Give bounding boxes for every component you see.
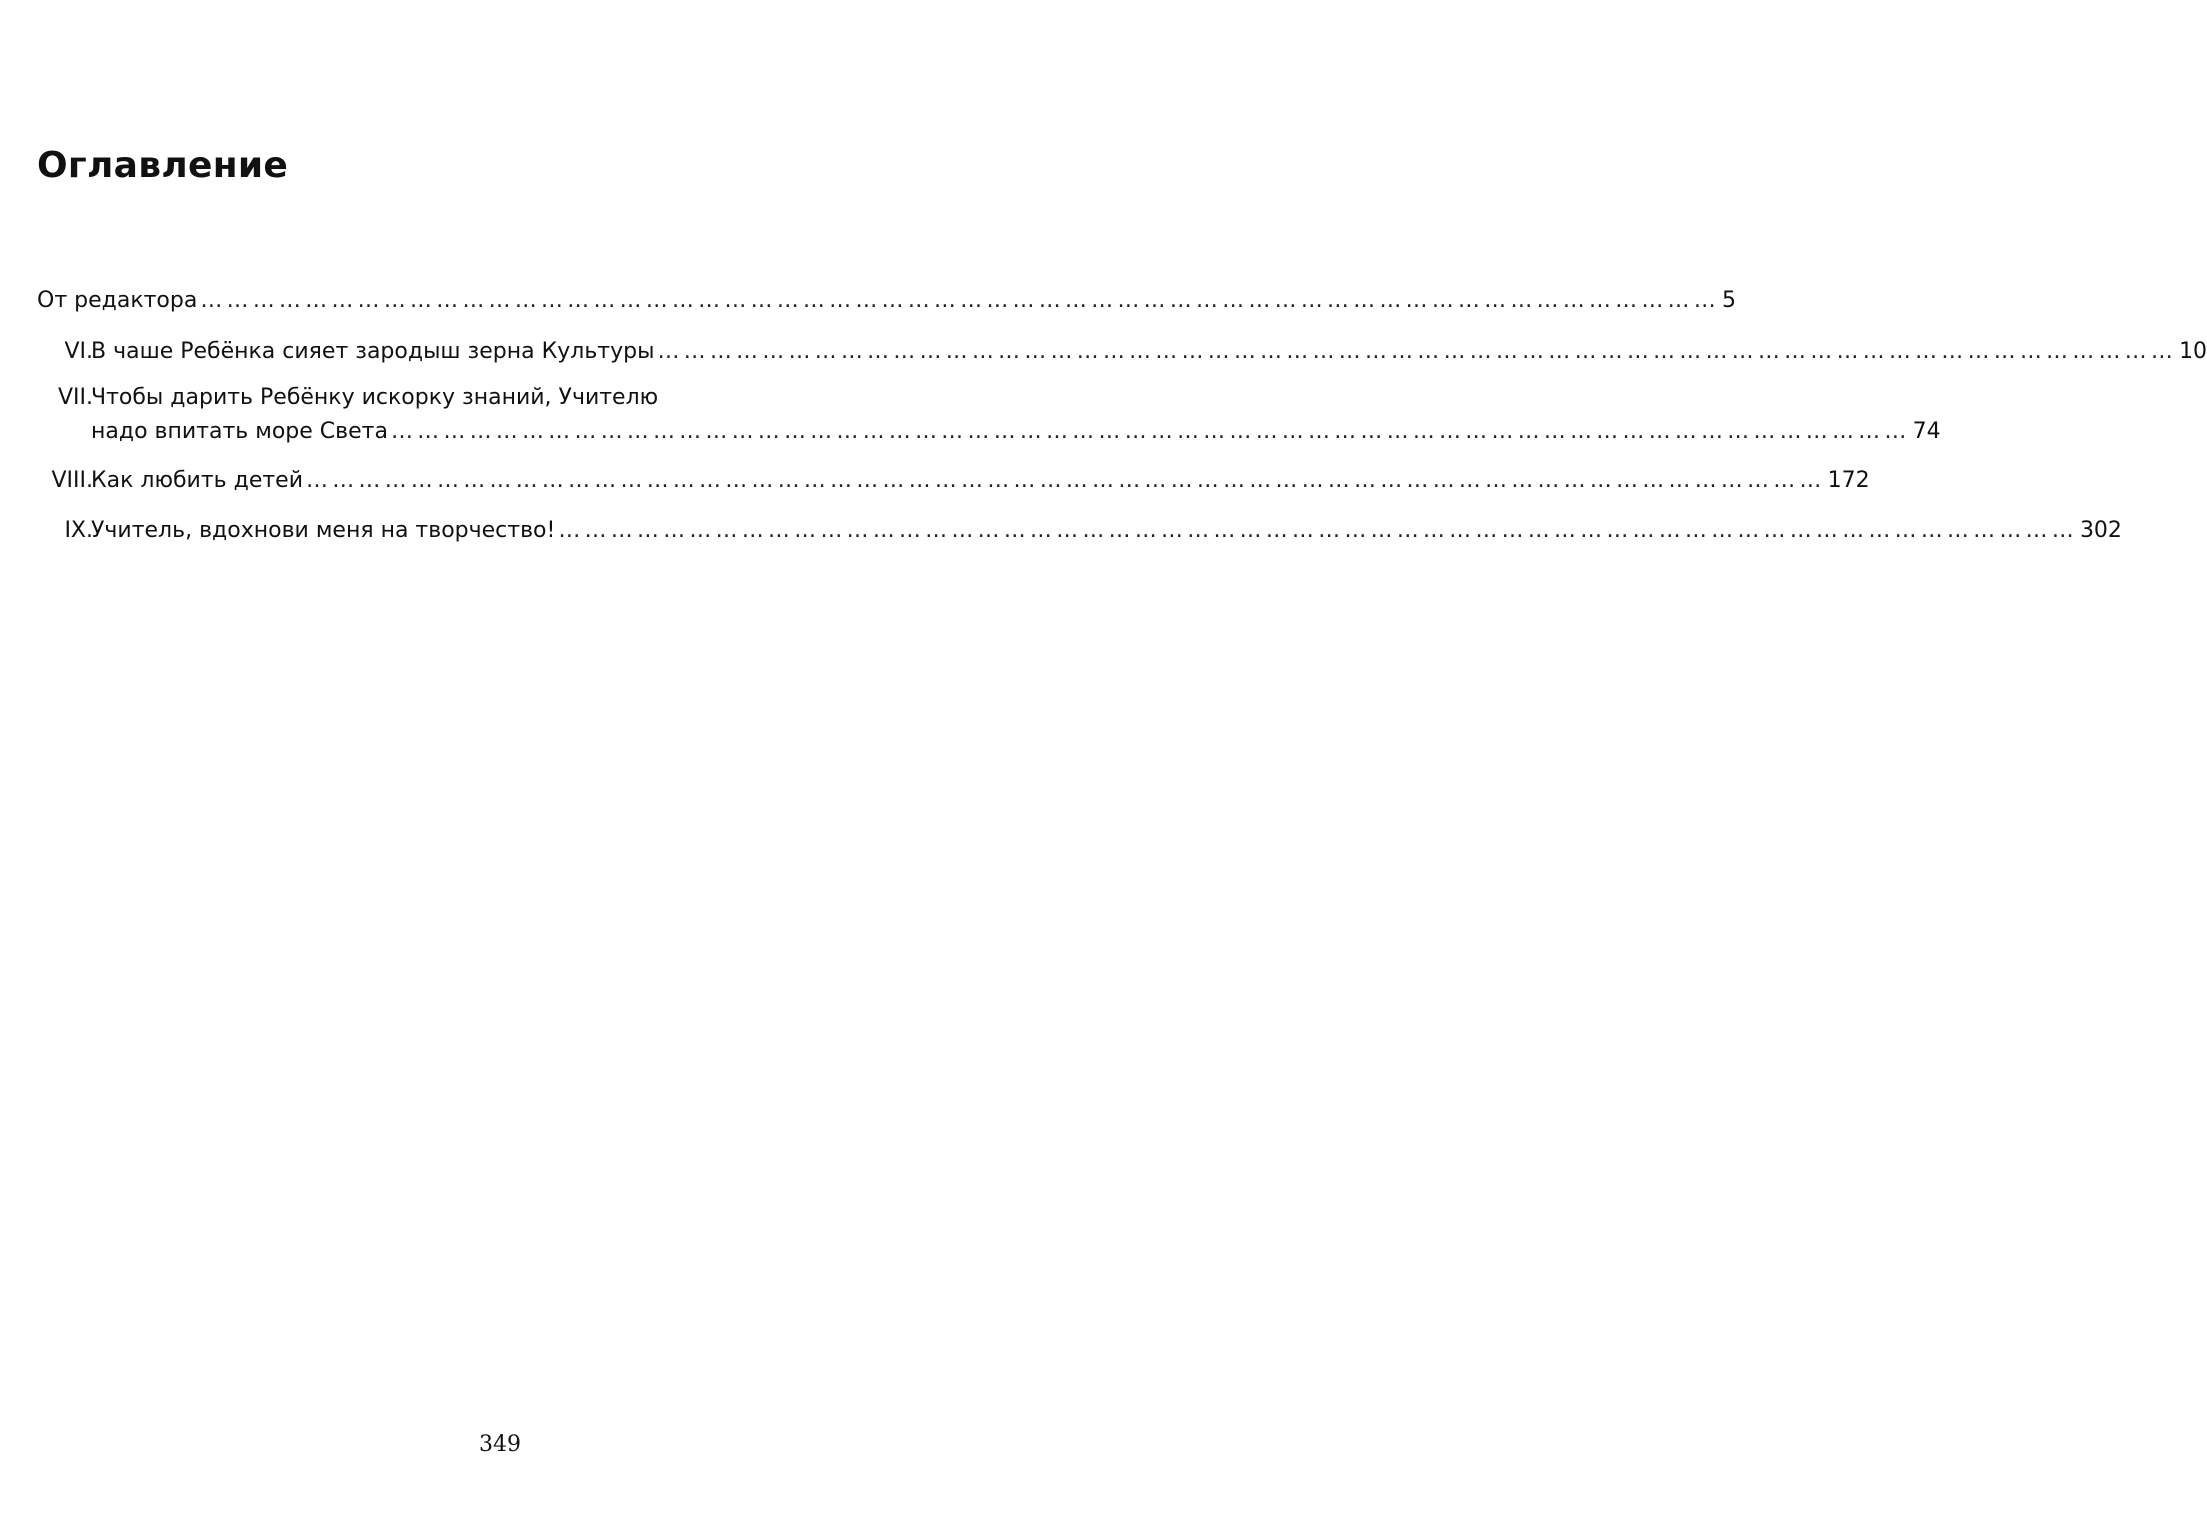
- leader-dots: …………………………………………………………………………………………………………………………………………………………: [306, 468, 1826, 493]
- page-title: Оглавление: [37, 145, 289, 186]
- toc-entry-chapter-9[interactable]: [37, 515, 2122, 547]
- toc-entry-editor[interactable]: [37, 285, 1736, 317]
- toc-entry-title: Как любить детей: [91, 468, 303, 493]
- toc-entry-page: 172: [1827, 468, 1870, 493]
- toc-entry-page: 302: [2079, 518, 2122, 543]
- toc-entry-page: 10: [2179, 339, 2207, 364]
- toc-entry-title: Учитель, вдохнови меня на творчество!: [91, 518, 556, 543]
- toc-entry-numeral: VI.: [64, 339, 93, 364]
- toc-entry-chapter-8[interactable]: [37, 465, 1870, 497]
- toc-entry-line: [91, 515, 2122, 547]
- toc-entry-numeral: VIII.: [51, 468, 93, 493]
- toc-entry-line: [91, 465, 1870, 497]
- leader-dots: …………………………………………………………………………………………………………………………………………………………: [657, 339, 2178, 364]
- leader-dots: …………………………………………………………………………………………………………………………………………………………: [390, 419, 1911, 444]
- toc-entry-page: 5: [1721, 288, 1736, 313]
- toc-entry-line: [91, 336, 2207, 368]
- toc-entry-title-line1: Чтобы дарить Ребёнку искорку знаний, Учителю: [91, 385, 659, 410]
- toc-entry-title: надо впитать море Света: [91, 419, 388, 444]
- toc-entry-line: [37, 285, 1736, 317]
- leader-dots: …………………………………………………………………………………………………………………………………………………………: [200, 288, 1720, 313]
- toc-entry-chapter-6[interactable]: [37, 336, 2207, 368]
- toc-entry-title: В чаше Ребёнка сияет зародыш зерна Культуры: [91, 339, 655, 364]
- leader-dots: …………………………………………………………………………………………………………………………………………………………: [558, 518, 2078, 543]
- toc-entry-numeral: IX.: [64, 518, 93, 543]
- toc-entry-page: 74: [1912, 419, 1941, 444]
- toc-entry-line: [91, 416, 1941, 448]
- page-number: 349: [479, 1432, 521, 1457]
- toc-entry-chapter-7[interactable]: [37, 382, 1941, 462]
- toc-entry-numeral: VII.: [57, 385, 93, 410]
- toc-entry-title: От редактора: [37, 288, 198, 313]
